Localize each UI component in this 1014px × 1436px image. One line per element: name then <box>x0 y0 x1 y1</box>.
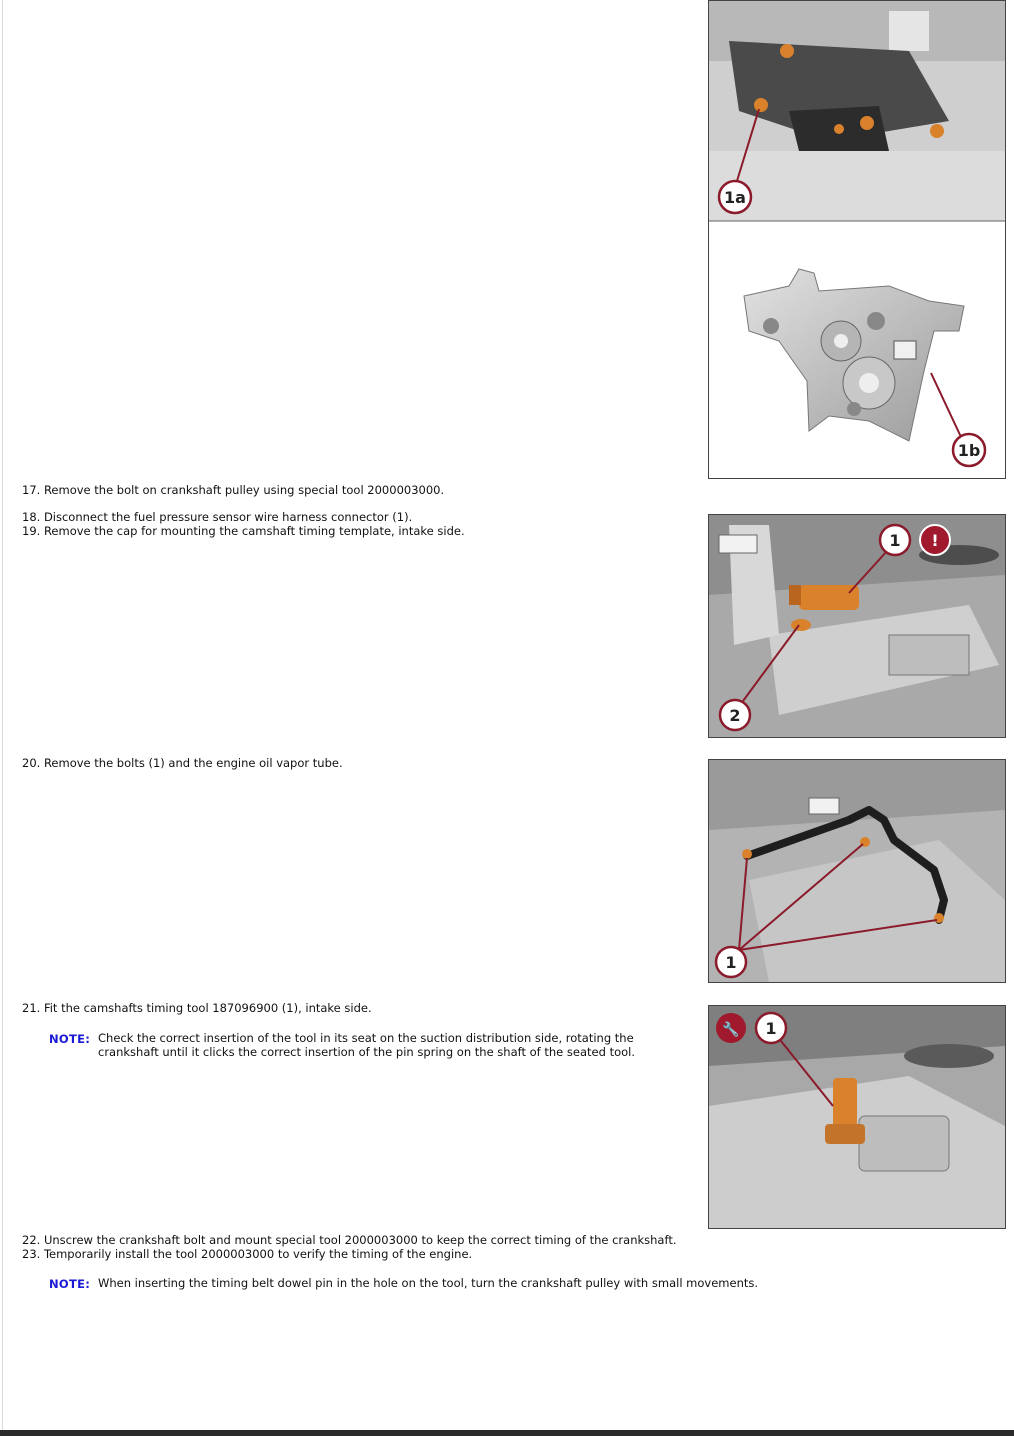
page-bottom-bar <box>0 1430 1014 1436</box>
callout-1: 1 <box>725 953 737 972</box>
callout-1b: 1b <box>957 441 981 460</box>
note-text-line1: Check the correct insertion of the tool in its seat on the suction distribution side, rotating the <box>98 1031 634 1045</box>
figure-camshaft-timing-tool <box>708 1005 1006 1229</box>
figure-timing-cover <box>708 0 1006 479</box>
note-label: NOTE: <box>49 1277 91 1291</box>
callout-1a: 1a <box>724 188 746 207</box>
wrench-icon: 🔧 <box>722 1022 740 1038</box>
step-19: 19. Remove the cap for mounting the camshaft timing template, intake side. <box>22 524 465 538</box>
step-20: 20. Remove the bolts (1) and the engine oil vapor tube. <box>22 756 343 770</box>
page-left-border <box>2 0 3 1430</box>
callout-1: 1 <box>889 531 901 550</box>
step-18: 18. Disconnect the fuel pressure sensor wire harness connector (1). <box>22 510 413 524</box>
note-text-line2: crankshaft until it clicks the correct insertion of the pin spring on the shaft of the seated tool. <box>98 1045 635 1059</box>
step-17: 17. Remove the bolt on crankshaft pulley using special tool 2000003000. <box>22 483 445 497</box>
figure-fuel-pressure-sensor <box>708 514 1006 738</box>
note-text: When inserting the timing belt dowel pin in the hole on the tool, turn the crankshaft pulley with small movements. <box>98 1276 759 1290</box>
callout-1: 1 <box>765 1019 777 1038</box>
warning-icon: ! <box>931 531 939 550</box>
step-22: 22. Unscrew the crankshaft bolt and mount special tool 2000003000 to keep the correct timing of the crankshaft. <box>22 1233 677 1247</box>
step-21: 21. Fit the camshafts timing tool 187096900 (1), intake side. <box>22 1001 372 1015</box>
note-label: NOTE: <box>49 1032 91 1046</box>
step-23: 23. Temporarily install the tool 2000003000 to verify the timing of the engine. <box>22 1247 473 1261</box>
figure-oil-vapor-tube <box>708 759 1006 983</box>
callout-2: 2 <box>729 706 741 725</box>
